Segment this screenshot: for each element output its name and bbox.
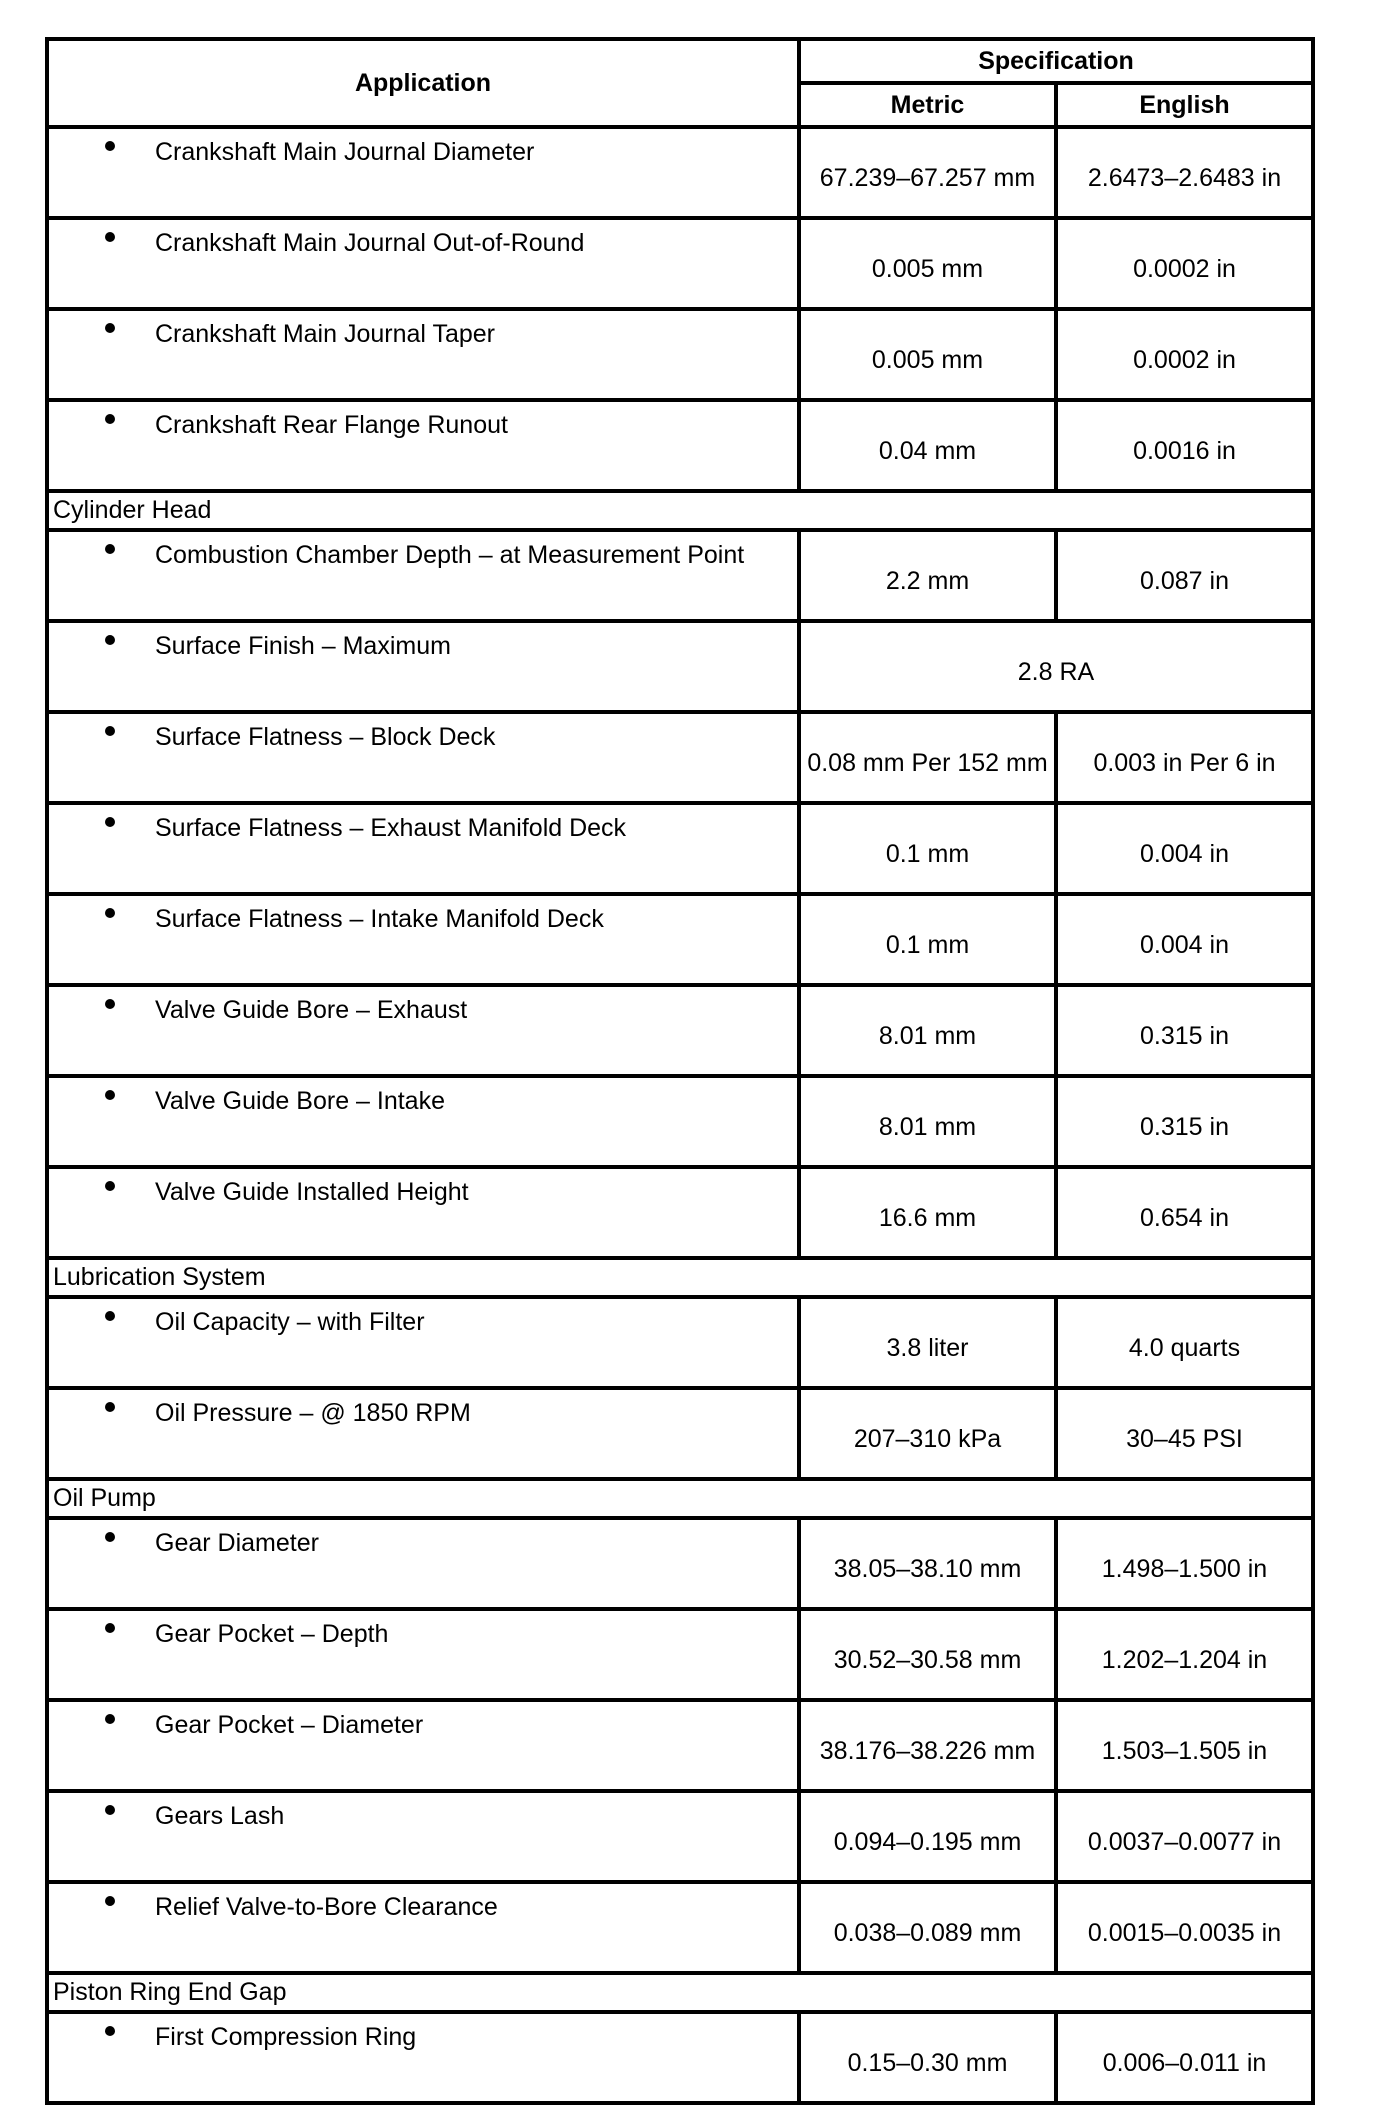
specification-table [45, 37, 1315, 2105]
bullet-icon [105, 999, 115, 1009]
bullet-icon [105, 232, 115, 242]
metric-value: 3.8 liter [799, 1297, 1056, 1388]
application-cell [47, 1518, 799, 1609]
english-value: 0.315 in [1056, 985, 1313, 1076]
bullet-icon [105, 1896, 115, 1906]
section-title: Piston Ring End Gap [47, 1973, 1313, 2012]
english-value: 1.498–1.500 in [1056, 1518, 1313, 1609]
bullet-icon [105, 1714, 115, 1724]
section-title: Cylinder Head [47, 491, 1313, 530]
bullet-icon [105, 1623, 115, 1633]
application-cell [47, 712, 799, 803]
table-row [47, 400, 1313, 491]
metric-value: 0.1 mm [799, 894, 1056, 985]
bullet-icon [105, 726, 115, 736]
application-text: Gear Pocket – Depth [155, 1620, 389, 1648]
table-row [47, 127, 1313, 218]
bullet-icon [105, 1181, 115, 1191]
english-value: 0.654 in [1056, 1167, 1313, 1258]
header-metric: Metric [799, 83, 1056, 127]
bullet-icon [105, 1805, 115, 1815]
application-cell [47, 1388, 799, 1479]
bullet-icon [105, 323, 115, 333]
table-row [47, 1167, 1313, 1258]
english-value: 0.0015–0.0035 in [1056, 1882, 1313, 1973]
english-value: 0.003 in Per 6 in [1056, 712, 1313, 803]
application-cell [47, 309, 799, 400]
application-text: Oil Pressure – @ 1850 RPM [155, 1399, 471, 1427]
application-text: Surface Flatness – Block Deck [155, 723, 496, 751]
application-cell [47, 218, 799, 309]
application-text: Surface Flatness – Exhaust Manifold Deck [155, 814, 627, 842]
table-row [47, 530, 1313, 621]
combined-value: 2.8 RA [799, 621, 1313, 712]
application-cell [47, 803, 799, 894]
application-text: Valve Guide Installed Height [155, 1178, 469, 1206]
application-cell [47, 127, 799, 218]
section-row [47, 1479, 1313, 1518]
application-text: Gears Lash [155, 1802, 285, 1830]
application-cell [47, 1882, 799, 1973]
section-row [47, 1258, 1313, 1297]
table-body [47, 127, 1313, 2103]
metric-value: 16.6 mm [799, 1167, 1056, 1258]
table-row [47, 1388, 1313, 1479]
table-row [47, 985, 1313, 1076]
table-row [47, 1882, 1313, 1973]
english-value: 0.0016 in [1056, 400, 1313, 491]
section-row [47, 491, 1313, 530]
bullet-icon [105, 908, 115, 918]
metric-value: 0.15–0.30 mm [799, 2012, 1056, 2103]
application-text: Valve Guide Bore – Intake [155, 1087, 445, 1115]
bullet-icon [105, 817, 115, 827]
bullet-icon [105, 141, 115, 151]
application-text: Crankshaft Main Journal Taper [155, 320, 495, 348]
english-value: 0.0002 in [1056, 218, 1313, 309]
metric-value: 0.094–0.195 mm [799, 1791, 1056, 1882]
bullet-icon [105, 414, 115, 424]
metric-value: 0.08 mm Per 152 mm [799, 712, 1056, 803]
bullet-icon [105, 544, 115, 554]
bullet-icon [105, 1402, 115, 1412]
table-row [47, 309, 1313, 400]
table-row [47, 218, 1313, 309]
bullet-icon [105, 1311, 115, 1321]
bullet-icon [105, 2026, 115, 2036]
application-cell [47, 1700, 799, 1791]
table-row [47, 1076, 1313, 1167]
table-row [47, 1700, 1313, 1791]
metric-value: 0.005 mm [799, 309, 1056, 400]
table-row [47, 2012, 1313, 2103]
english-value: 30–45 PSI [1056, 1388, 1313, 1479]
english-value: 0.006–0.011 in [1056, 2012, 1313, 2103]
table-row [47, 621, 1313, 712]
application-cell [47, 1167, 799, 1258]
application-cell [47, 530, 799, 621]
english-value: 0.004 in [1056, 894, 1313, 985]
application-cell [47, 1076, 799, 1167]
bullet-icon [105, 1532, 115, 1542]
section-title: Lubrication System [47, 1258, 1313, 1297]
metric-value: 38.176–38.226 mm [799, 1700, 1056, 1791]
application-cell [47, 2012, 799, 2103]
application-text: Gear Diameter [155, 1529, 319, 1557]
application-text: Surface Flatness – Intake Manifold Deck [155, 905, 604, 933]
english-value: 0.0037–0.0077 in [1056, 1791, 1313, 1882]
table-row [47, 1518, 1313, 1609]
table-row [47, 1609, 1313, 1700]
application-cell [47, 1791, 799, 1882]
application-text: Relief Valve-to-Bore Clearance [155, 1893, 498, 1921]
section-row [47, 1973, 1313, 2012]
application-cell [47, 894, 799, 985]
application-text: Valve Guide Bore – Exhaust [155, 996, 468, 1024]
metric-value: 0.04 mm [799, 400, 1056, 491]
application-text: Combustion Chamber Depth – at Measurement Point [155, 541, 745, 569]
application-text: First Compression Ring [155, 2023, 417, 2051]
table-row [47, 894, 1313, 985]
english-value: 0.087 in [1056, 530, 1313, 621]
application-text: Crankshaft Main Journal Diameter [155, 138, 535, 166]
section-title: Oil Pump [47, 1479, 1313, 1518]
table-header [47, 39, 1313, 127]
metric-value: 0.038–0.089 mm [799, 1882, 1056, 1973]
english-value: 0.315 in [1056, 1076, 1313, 1167]
english-value: 0.0002 in [1056, 309, 1313, 400]
english-value: 4.0 quarts [1056, 1297, 1313, 1388]
english-value: 1.503–1.505 in [1056, 1700, 1313, 1791]
application-cell [47, 621, 799, 712]
application-text: Oil Capacity – with Filter [155, 1308, 425, 1336]
application-text: Crankshaft Rear Flange Runout [155, 411, 508, 439]
metric-value: 207–310 kPa [799, 1388, 1056, 1479]
application-cell [47, 400, 799, 491]
table-row [47, 803, 1313, 894]
metric-value: 2.2 mm [799, 530, 1056, 621]
header-specification: Specification [799, 39, 1313, 83]
table-row [47, 1297, 1313, 1388]
application-cell [47, 1609, 799, 1700]
table-row [47, 1791, 1313, 1882]
table-row [47, 712, 1313, 803]
bullet-icon [105, 1090, 115, 1100]
header-english: English [1056, 83, 1313, 127]
bullet-icon [105, 635, 115, 645]
metric-value: 8.01 mm [799, 1076, 1056, 1167]
metric-value: 8.01 mm [799, 985, 1056, 1076]
metric-value: 30.52–30.58 mm [799, 1609, 1056, 1700]
header-application: Application [47, 39, 799, 127]
english-value: 1.202–1.204 in [1056, 1609, 1313, 1700]
application-text: Gear Pocket – Diameter [155, 1711, 424, 1739]
metric-value: 67.239–67.257 mm [799, 127, 1056, 218]
english-value: 2.6473–2.6483 in [1056, 127, 1313, 218]
metric-value: 0.005 mm [799, 218, 1056, 309]
metric-value: 38.05–38.10 mm [799, 1518, 1056, 1609]
application-text: Surface Finish – Maximum [155, 632, 451, 660]
english-value: 0.004 in [1056, 803, 1313, 894]
metric-value: 0.1 mm [799, 803, 1056, 894]
application-text: Crankshaft Main Journal Out-of-Round [155, 229, 585, 257]
application-cell [47, 1297, 799, 1388]
application-cell [47, 985, 799, 1076]
